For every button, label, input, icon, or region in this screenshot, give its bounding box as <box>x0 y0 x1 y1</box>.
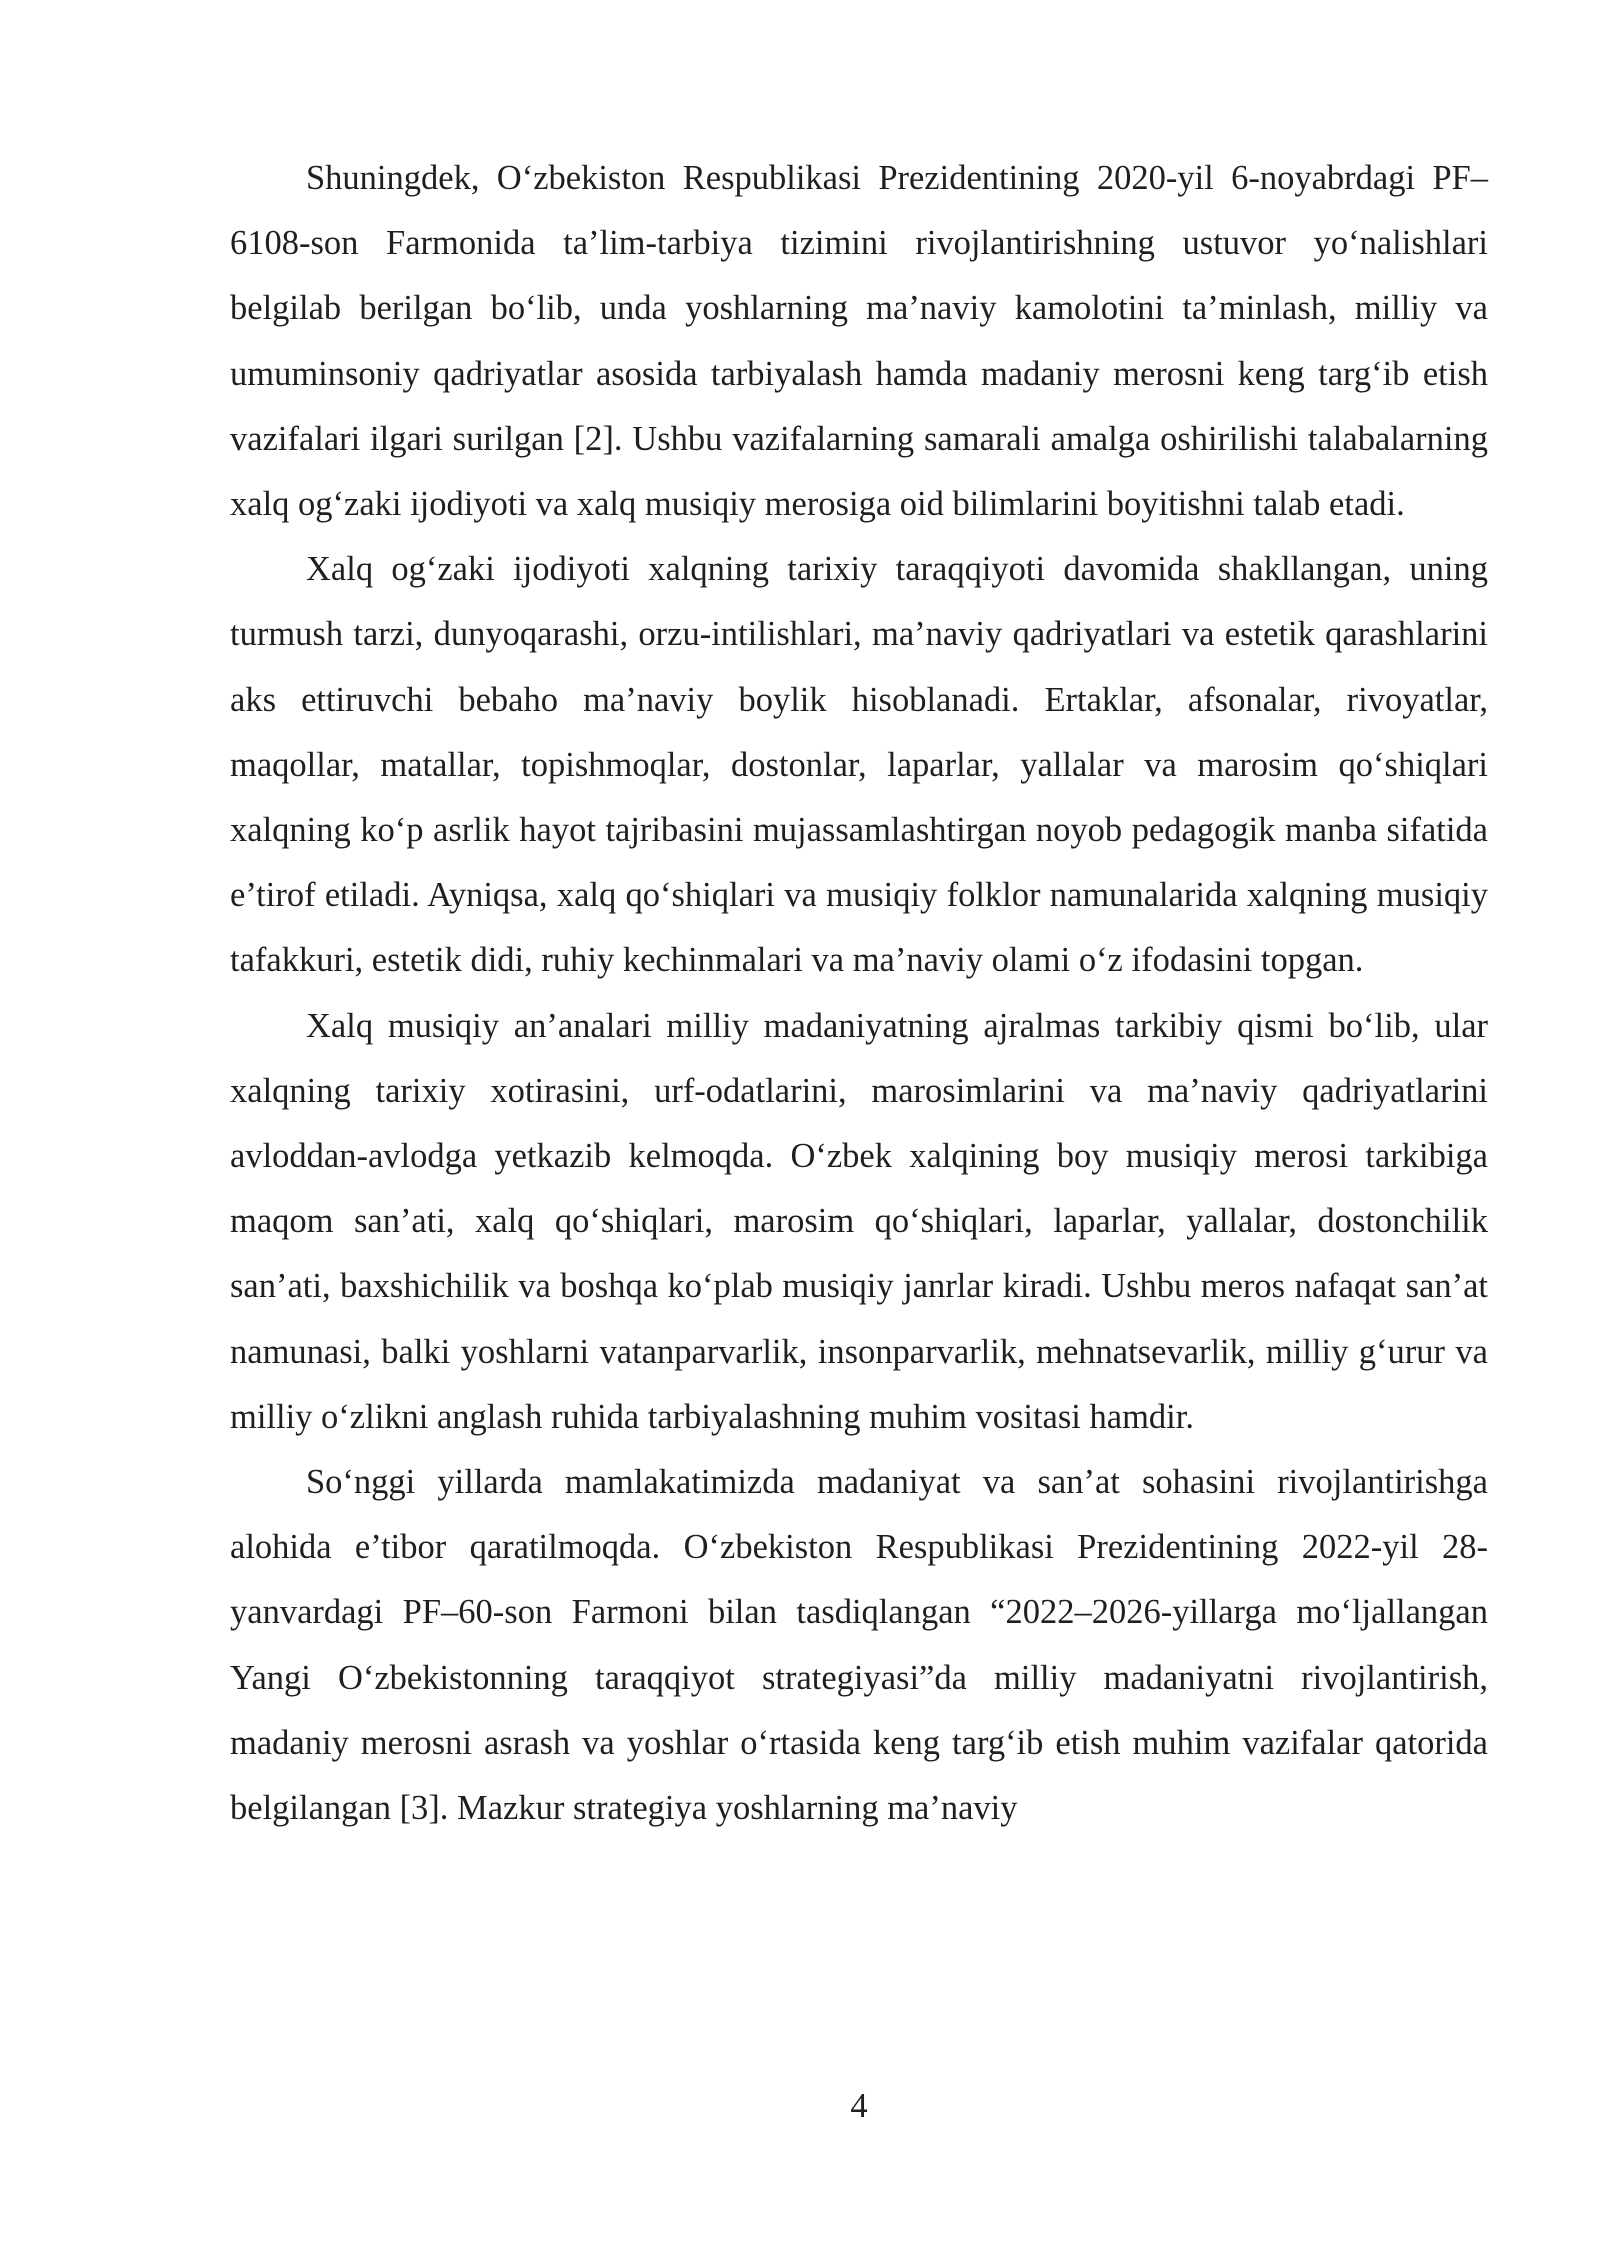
document-page <box>230 146 1488 1841</box>
page-number: 4 <box>850 2087 868 2125</box>
body-paragraph: Shuningdek, O‘zbekiston Respublikasi Prezidentining 2020-yil 6-noyabrdagi PF–6108-son Farmonida ta’lim-tarbiya tizimini rivojlantirishning ustuvor yo‘nalishlari belgilab berilgan bo‘lib, unda yoshlarning ma’naviy kamolotini ta’minlash, milliy va umuminsoniy qadriyatlar asosida tarbiyalash hamda madaniy merosni keng targ‘ib etish vazifalari ilgari surilgan [2]. Ushbu vazifalarning samarali amalga oshirilishi talabalarning xalq og‘zaki ijodiyoti va xalq musiqiy merosiga oid bilimlarini boyitishni talab etadi. <box>230 159 1488 524</box>
body-paragraph: Xalq og‘zaki ijodiyoti xalqning tarixiy taraqqiyoti davomida shakllangan, uning turmush tarzi, dunyoqarashi, orzu-intilishlari, ma’naviy qadriyatlari va estetik qarashlarini aks ettiruvchi bebaho ma’naviy boylik hisoblanadi. Ertaklar, afsonalar, rivoyatlar, maqollar, matallar, topishmoqlar, dostonlar, laparlar, yallalar va marosim qo‘shiqlari xalqning ko‘p asrlik hayot tajribasini mujassamlashtirgan noyob pedagogik manba sifatida e’tirof etiladi. Ayniqsa, xalq qo‘shiqlari va musiqiy folklor namunalarida xalqning musiqiy tafakkuri, estetik didi, ruhiy kechinmalari va ma’naviy olami o‘z ifodasini topgan. <box>230 550 1488 980</box>
body-paragraph: So‘nggi yillarda mamlakatimizda madaniyat va san’at sohasini rivojlantirishga alohida e’tibor qaratilmoqda. O‘zbekiston Respublikasi Prezidentining 2022-yil 28-yanvardagi PF–60-son Farmoni bilan tasdiqlangan “2022–2026-yillarga mo‘ljallangan Yangi O‘zbekistonning taraqqiyot strategiyasi”da milliy madaniyatni rivojlantirish, madaniy merosni asrash va yoshlar o‘rtasida keng targ‘ib etish muhim vazifalar qatorida belgilangan [3]. Mazkur strategiya yoshlarning ma’naviy <box>230 1463 1488 1828</box>
body-paragraph: Xalq musiqiy an’analari milliy madaniyatning ajralmas tarkibiy qismi bo‘lib, ular xalqning tarixiy xotirasini, urf-odatlarini, marosimlarini va ma’naviy qadriyatlarini avloddan-avlodga yetkazib kelmoqda. O‘zbek xalqining boy musiqiy merosi tarkibiga maqom san’ati, xalq qo‘shiqlari, marosim qo‘shiqlari, laparlar, yallalar, dostonchilik san’ati, baxshichilik va boshqa ko‘plab musiqiy janrlar kiradi. Ushbu meros nafaqat san’at namunasi, balki yoshlarni vatanparvarlik, insonparvarlik, mehnatsevarlik, milliy g‘urur va milliy o‘zlikni anglash ruhida tarbiyalashning muhim vositasi hamdir. <box>230 1006 1488 1436</box>
